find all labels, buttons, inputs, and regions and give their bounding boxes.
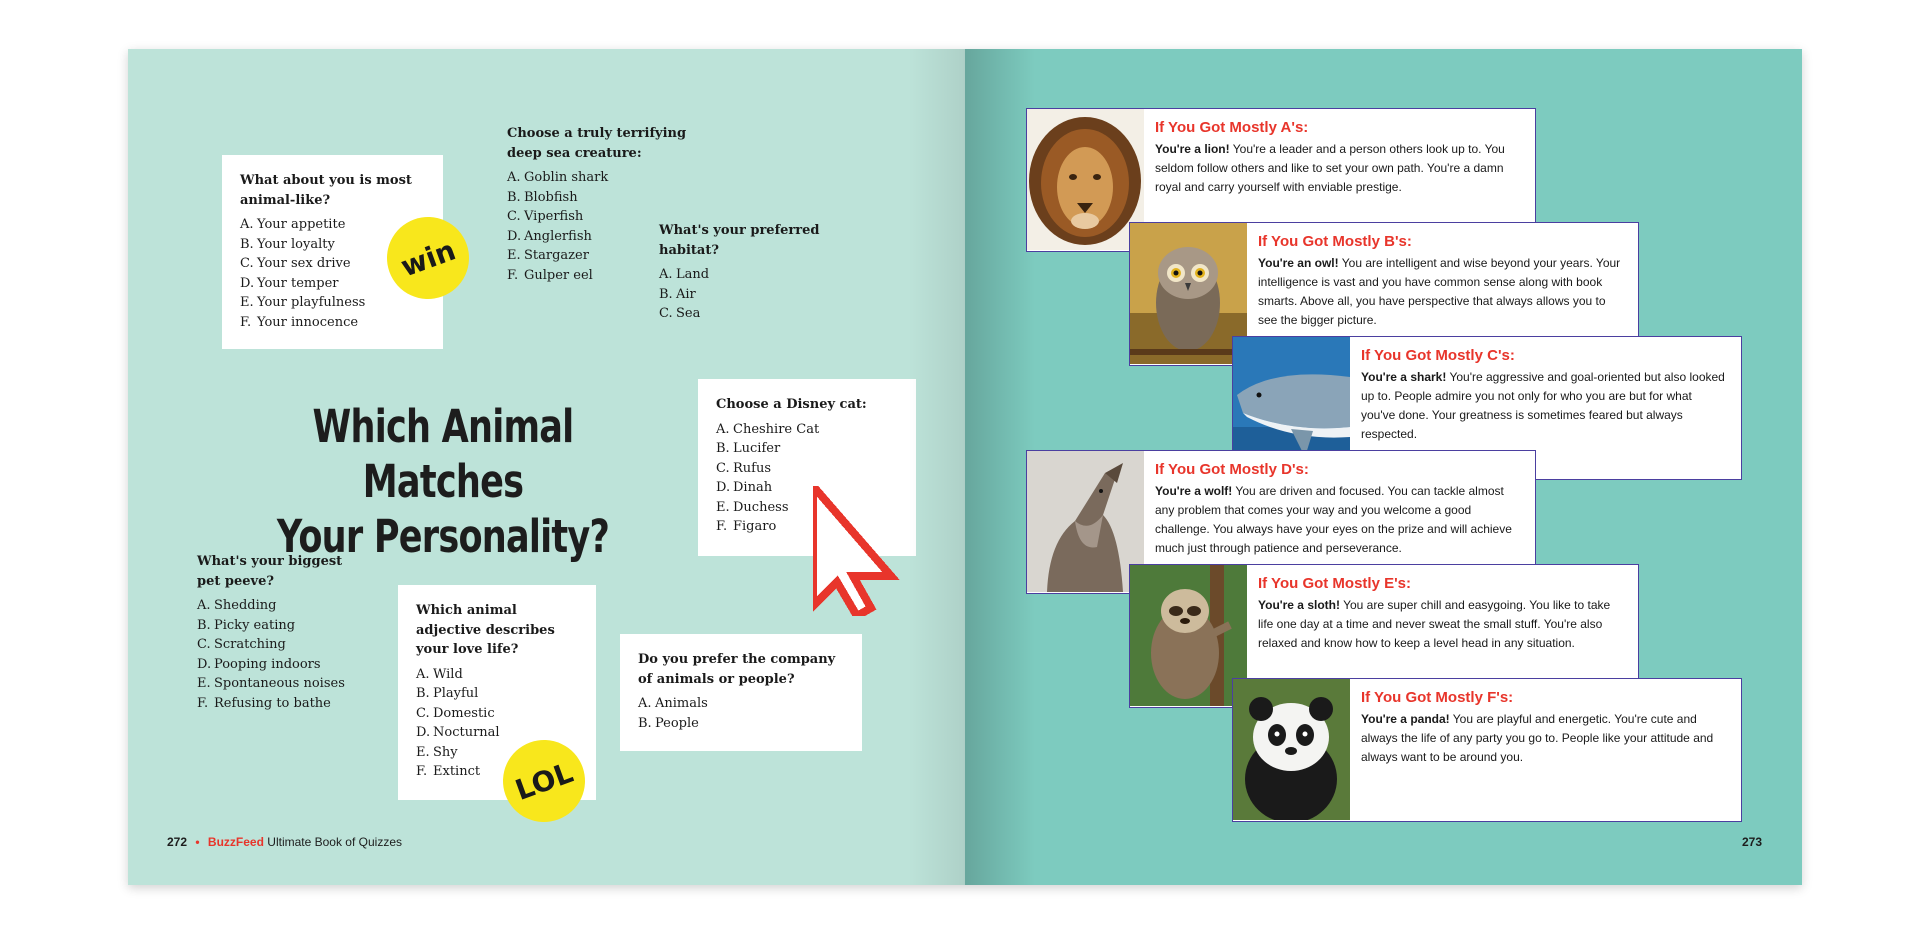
option-text: Your loyalty [257,236,335,252]
option-letter: B. [507,189,521,205]
result-title: If You Got Mostly D's: [1155,461,1309,478]
question-title-line: Choose a Disney cat: [716,397,867,412]
gutter-shadow [908,49,965,885]
option-letter: B. [197,617,211,633]
answer-option[interactable] [197,635,397,655]
result-lead: You're an owl! [1258,256,1339,270]
option-letter: F. [716,519,728,534]
answer-option[interactable] [240,293,425,313]
answer-option[interactable] [638,694,844,714]
option-text: Duchess [733,499,789,515]
lion-photo-icon [1027,109,1144,250]
option-text: Rufus [733,460,772,476]
option-letter: D. [240,275,255,291]
page-number: 272 [167,835,188,849]
option-letter: A. [638,696,652,711]
option-text: Picky eating [214,617,296,633]
question-title-line: habitat? [659,242,719,258]
result-description: You are super chill and easygoing. You like to take life one day at a time and never sweat the small stuff. You're also relaxed and know how to keep a level head in any situation. [1258,598,1611,650]
question-title-line: What's your biggest [197,554,343,569]
question-title-line: your love life? [416,642,519,657]
result-lead: You're a lion! [1155,142,1230,156]
result-description: You are driven and focused. You can tackle almost any problem that comes your way and you welcome a good challenge. You always have your eyes on the prize and will achieve much just through patience and perseverance. [1155,484,1512,555]
option-letter: C. [716,460,730,476]
owl-photo-icon [1130,223,1247,364]
option-text: Air [676,286,696,302]
option-letter: B. [416,686,430,701]
question-title [716,395,898,415]
option-text: Sea [676,306,701,321]
option-text: Playful [433,686,479,701]
book-spread [128,49,1802,885]
option-text: Scratching [214,637,286,652]
option-text: Gulper eel [524,267,593,283]
question-title-line: Do you prefer the company [638,652,836,667]
result-title: If You Got Mostly C's: [1361,347,1515,364]
option-letter: E. [240,295,254,310]
answer-option[interactable] [197,694,397,714]
question-title-line: pet peeve? [197,573,274,589]
result-body [1155,140,1523,197]
sticker-text: LOL [510,755,578,807]
question-title-line: What about you is most [240,173,412,188]
result-description: You are intelligent and wise beyond your years. Your intelligence is vast and you have common sense along with book smarts. Above all, you have perspective that always allows you to see the bigger picture. [1258,256,1621,327]
answer-option[interactable] [638,714,844,734]
question-title [638,650,844,689]
option-letter: B. [716,441,730,456]
option-text: Your playfulness [257,295,366,310]
page-title-line: Which Animal Matches [312,400,574,508]
result-description: You are playful and energetic. You're cute and always the life of any party you go to. People like your attitude and always want to be around you. [1361,712,1714,764]
answer-option[interactable] [240,313,425,333]
option-letter: B. [240,236,254,252]
result-body [1258,596,1626,653]
option-letter: E. [416,744,430,760]
option-letter: F. [197,695,209,711]
option-letter: B. [659,286,673,302]
question-title-line: Which animal [416,603,517,618]
option-text: Goblin shark [524,170,609,185]
option-letter: C. [659,306,673,321]
option-text: Pooping indoors [214,656,321,672]
result-title: If You Got Mostly B's: [1258,233,1412,250]
result-text [1155,461,1523,558]
option-text: People [655,715,699,731]
question-title [240,171,425,210]
pixel-cursor-icon [813,486,903,616]
result-lead: You're a wolf! [1155,484,1233,498]
option-letter: A. [416,666,430,682]
option-letter: D. [416,725,431,740]
option-text: Cheshire Cat [733,421,820,437]
brand-name: BuzzFeed [207,835,264,849]
result-title: If You Got Mostly E's: [1258,575,1412,592]
answer-option[interactable] [197,596,397,616]
option-letter: A. [507,170,521,185]
answer-option[interactable] [416,684,578,704]
result-title: If You Got Mostly F's: [1361,689,1514,706]
question-title-line: What's your preferred [659,223,820,238]
right-page [965,49,1802,885]
question-title-line: animal-like? [240,192,331,208]
option-text: Lucifer [733,441,781,456]
option-letter: C. [507,209,521,224]
option-text: Your temper [257,275,339,291]
page-number: 273 [1742,835,1763,849]
question-title-line: deep sea creature: [507,145,642,161]
page-title [271,399,614,564]
option-text: Anglerfish [524,228,592,244]
option-text: Blobfish [524,189,578,205]
result-card-f [1232,678,1742,822]
option-letter: A. [716,421,730,437]
answer-option[interactable] [416,704,578,724]
result-description: You're a leader and a person others look up to. You seldom follow others and like to set your own path. You're a damn royal and carry yourself with enviable prestige. [1155,142,1505,194]
option-letter: F. [240,314,252,330]
sloth-photo-icon [1130,565,1247,706]
option-letter: E. [197,676,211,691]
result-body [1361,710,1729,767]
question-pet-peeve [197,552,397,713]
option-text: Land [676,267,710,282]
book-title: Ultimate Book of Quizzes [267,835,402,849]
answer-option[interactable] [716,459,898,479]
option-text: Figaro [733,519,777,534]
option-letter: A. [197,598,211,613]
result-description: You're aggressive and goal-oriented but also looked up to. People admire you not only for who you are but for what you've done. Your greatness is sometimes feared but always respected. [1361,370,1725,441]
result-text [1155,119,1523,197]
question-title [659,221,839,260]
option-letter: E. [716,499,730,515]
option-letter: D. [507,228,522,244]
option-letter: A. [659,267,673,282]
question-title [416,601,578,660]
answer-option[interactable] [197,655,397,675]
answer-option[interactable] [507,188,707,208]
option-letter: F. [507,267,519,283]
answer-option[interactable] [197,616,397,636]
question-preferred-habitat [659,221,839,324]
question-title [197,552,397,591]
result-text [1361,347,1729,444]
option-text: Dinah [733,480,773,495]
option-text: Refusing to bathe [214,695,331,711]
option-letter: A. [240,217,254,232]
result-lead: You're a shark! [1361,370,1447,384]
option-letter: E. [507,248,521,263]
option-text: Shy [433,744,458,760]
result-text [1258,233,1626,330]
answer-option[interactable] [197,674,397,694]
answer-option[interactable] [659,285,839,305]
option-text: Wild [433,666,463,682]
sticker-text: win [396,233,460,283]
option-text: Viperfish [524,209,584,224]
option-text: Domestic [433,705,495,721]
option-text: Shedding [214,598,277,613]
option-text: Your innocence [257,314,359,330]
option-letter: D. [197,656,212,672]
question-title-line: adjective describes [416,622,555,638]
option-text: Your sex drive [257,256,351,271]
question-title-line: Choose a truly terrifying [507,126,687,141]
answer-option[interactable] [416,723,578,743]
question-box-company [620,634,862,751]
option-letter: D. [716,480,731,495]
option-letter: B. [638,715,652,731]
result-lead: You're a panda! [1361,712,1450,726]
option-text: Stargazer [524,248,589,263]
left-page [128,49,965,885]
result-text [1258,575,1626,653]
result-body [1258,254,1626,330]
answer-option[interactable] [716,420,898,440]
result-lead: You're a sloth! [1258,598,1340,612]
question-title [507,124,707,163]
gutter-shadow [965,49,1035,885]
question-title-line: of animals or people? [638,671,795,687]
answer-option[interactable] [659,304,839,324]
page-footer [167,835,402,849]
option-letter: C. [197,637,211,652]
answer-option[interactable] [716,439,898,459]
option-text: Extinct [433,764,481,779]
wolf-photo-icon [1027,451,1144,592]
page-title-line: Your Personality? [276,510,610,563]
panda-photo-icon [1233,679,1350,820]
result-body [1155,482,1523,558]
answer-option[interactable] [416,665,578,685]
option-text: Your appetite [257,217,346,232]
answer-option[interactable] [507,168,707,188]
result-title: If You Got Mostly A's: [1155,119,1309,136]
result-text [1361,689,1729,767]
option-letter: C. [240,256,254,271]
option-letter: C. [416,705,430,721]
option-letter: F. [416,764,428,779]
option-text: Spontaneous noises [214,676,345,691]
option-text: Animals [655,696,708,711]
answer-option[interactable] [659,265,839,285]
result-body [1361,368,1729,444]
option-text: Nocturnal [433,725,500,740]
footer-bullet: • [195,835,200,849]
